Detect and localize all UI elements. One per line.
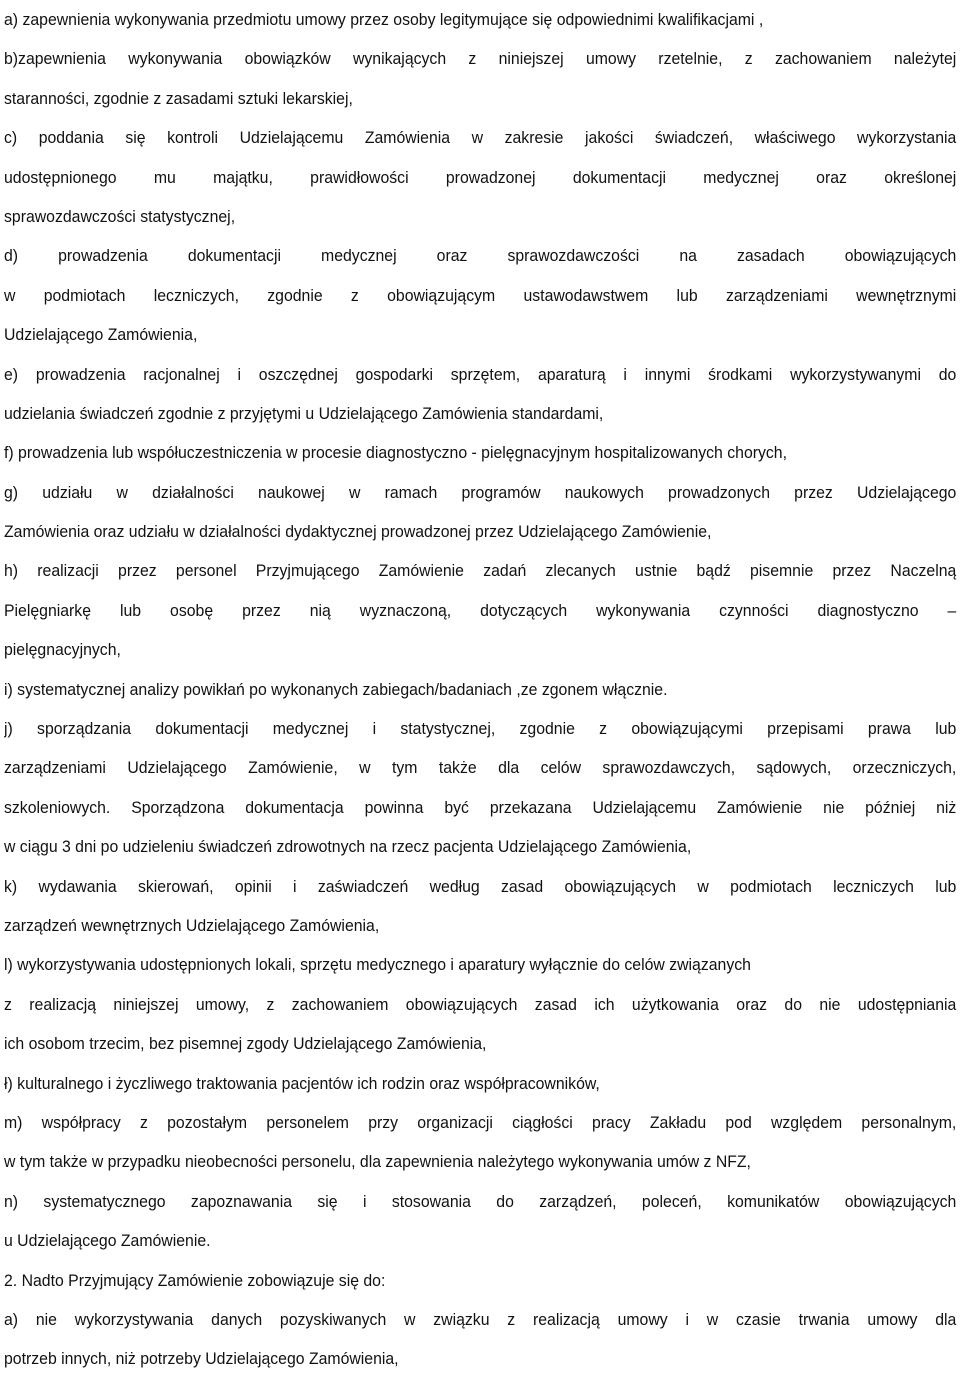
text-line: e) prowadzenia racjonalnej i oszczędnej gospodarki sprzętem, aparaturą i innymi środkami wykorzystywanymi do	[4, 364, 957, 384]
text-line: Pielęgniarkę lub osobę przez nią wyznaczoną, dotyczących wykonywania czynności diagnostyczno –	[4, 600, 957, 620]
text-line: d) prowadzenia dokumentacji medycznej oraz sprawozdawczości na zasadach obowiązujących	[4, 246, 957, 266]
text-line: i) systematycznej analizy powikłań po wykonanych zabiegach/badaniach ,ze zgonem włącznie.	[4, 679, 668, 699]
text-line: l) wykorzystywania udostępnionych lokali, sprzętu medycznego i aparatury wyłącznie do celów związanych	[4, 955, 751, 975]
text-line: sprawozdawczości statystycznej,	[4, 206, 236, 226]
text-line: ł) kulturalnego i życzliwego traktowania pacjentów ich rodzin oraz współpracowników,	[4, 1073, 600, 1093]
text-line: n) systematycznego zapoznawania się i stosowania do zarządzeń, poleceń, komunikatów obowiązujących	[4, 1191, 957, 1211]
text-line: a) zapewnienia wykonywania przedmiotu umowy przez osoby legitymujące się odpowiednimi kwalifikacjami ,	[4, 10, 764, 29]
text-line: pielęgnacyjnych,	[4, 640, 121, 660]
text-line: zarządzeniami Udzielającego Zamówienie, w tym także dla celów sprawozdawczych, sądowych, orzeczniczych,	[4, 758, 957, 778]
text-line: k) wydawania skierowań, opinii i zaświadczeń według zasad obowiązujących w podmiotach leczniczych lub	[4, 876, 957, 896]
document-page	[4, 0, 956, 1379]
text-line: potrzeb innych, niż potrzeby Udzielającego Zamówienia,	[4, 1349, 399, 1369]
text-line: Zamówienia oraz udziału w działalności dydaktycznej prowadzonej przez Udzielającego Zamówienie,	[4, 522, 712, 542]
text-line: z realizacją niniejszej umowy, z zachowaniem obowiązujących zasad ich użytkowania oraz do nie udostępniania	[4, 994, 957, 1014]
text-line: szkoleniowych. Sporządzona dokumentacja powinna być przekazana Udzielającemu Zamówienie nie później niż	[4, 797, 957, 817]
text-line: a) nie wykorzystywania danych pozyskiwanych w związku z realizacją umowy i w czasie trwania umowy dla	[4, 1309, 957, 1329]
text-line: h) realizacji przez personel Przyjmującego Zamówienie zadań zlecanych ustnie bądź pisemnie przez Naczelną	[4, 561, 957, 581]
text-line: w tym także w przypadku nieobecności personelu, dla zapewnienia należytego wykonywania umów z NFZ,	[4, 1152, 751, 1172]
text-line: f) prowadzenia lub współuczestniczenia w procesie diagnostyczno - pielęgnacyjnym hospitalizowanych chorych,	[4, 443, 788, 463]
text-line: staranności, zgodnie z zasadami sztuki lekarskiej,	[4, 88, 353, 108]
text-line: c) poddania się kontroli Udzielającemu Zamówienia w zakresie jakości świadczeń, właściwego wykorzystania	[4, 128, 957, 148]
text-line: Udzielającego Zamówienia,	[4, 325, 198, 345]
text-line: u Udzielającego Zamówienie.	[4, 1231, 211, 1251]
text-line: w ciągu 3 dni po udzieleniu świadczeń zdrowotnych na rzecz pacjenta Udzielającego Zamówienia,	[4, 837, 692, 857]
text-line: w podmiotach leczniczych, zgodnie z obowiązującym ustawodawstwem lub zarządzeniami wewnętrznymi	[4, 285, 957, 305]
text-line: j) sporządzania dokumentacji medycznej i statystycznej, zgodnie z obowiązującymi przepisami prawa lub	[4, 719, 957, 739]
text-line: zarządzeń wewnętrznych Udzielającego Zamówienia,	[4, 915, 380, 935]
text-line: udzielania świadczeń zgodnie z przyjętymi u Udzielającego Zamówienia standardami,	[4, 403, 604, 423]
text-line: 2. Nadto Przyjmujący Zamówienie zobowiązuje się do:	[4, 1270, 386, 1290]
text-line: g) udziału w działalności naukowej w ramach programów naukowych prowadzonych przez Udzielającego	[4, 482, 957, 502]
text-line: b)zapewnienia wykonywania obowiązków wynikających z niniejszej umowy rzetelnie, z zachowaniem należytej	[4, 49, 957, 69]
text-line: udostępnionego mu majątku, prawidłowości prowadzonej dokumentacji medycznej oraz określonej	[4, 167, 957, 187]
text-line: ich osobom trzecim, bez pisemnej zgody Udzielającego Zamówienia,	[4, 1034, 487, 1054]
text-line: m) współpracy z pozostałym personelem przy organizacji ciągłości pracy Zakładu pod względem personalnym,	[4, 1112, 957, 1132]
